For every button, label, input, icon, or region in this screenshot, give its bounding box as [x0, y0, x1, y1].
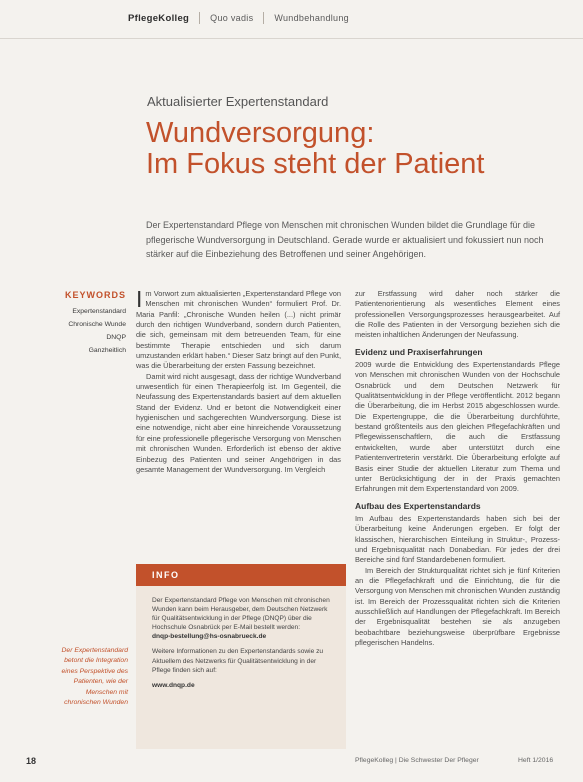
drop-cap: I — [136, 286, 143, 312]
body-paragraph: 2009 wurde die Entwicklung des Expertenstandards Pflege von Menschen mit chronischen Wunden von der Hochschule Osnabrück und dem Deutschen Netzwerk für Qualitätsentwicklung in der Pflege veröffentlicht. 2012 begann die Überarbeitung, die im Herbst 2015 abgeschlossen wurde. Die Expertengruppe, die die Überarbeitung durchführte, bestand größtenteils aus den gleichen Pflegefachkräften und Pflegewissenschaftlern, die auch die Erstfassung entwickelten, wurde aber unterstützt durch eine Patientenvertreterin verstärkt. Die Überarbeitung erfolgte auf Basis einer Studie der aktuellen Literatur zum Thema und unter Berücksichtigung der in der Praxis gemachten Erfahrungen mit dem Expertenstandard von 2009. — [355, 360, 560, 494]
page-number: 18 — [26, 756, 37, 766]
subheading-evidence: Evidenz und Praxiserfahrungen — [355, 346, 483, 357]
keywords-box — [56, 290, 126, 357]
header-separator — [199, 12, 200, 24]
info-url-link[interactable]: www.dnqp.de — [152, 681, 195, 689]
body-column-2 — [355, 289, 560, 648]
footer-journal: PflegeKolleg | Die Schwester Der Pfleger — [355, 757, 479, 764]
keywords-heading: KEYWORDS — [64, 290, 126, 300]
keyword-item: DNQP — [106, 334, 126, 341]
body-column-1 — [136, 286, 341, 475]
running-header — [128, 6, 349, 30]
body-paragraph — [136, 286, 341, 372]
keyword-item: Ganzheitlich — [88, 347, 126, 354]
body-paragraph: Im Bereich der Strukturqualität richtet sich je fünf Kriterien an die Pflegefachkraft und die Einrichtung, die für die Versorgung von Menschen mit chronischen Wunden zuständig ist. Im Bereich der Prozessqualität richten sich die Kriterien ausschließlich auf Handlungen der Pflegefachkraft. Im Bereich der Ergebnisqualität bestehen sie als anzugeben beobachtbare beziehungsweise überprüfbare Ergebnisse pflegerischen Handelns. — [355, 565, 560, 647]
header-topic: Wundbehandlung — [274, 13, 349, 23]
image-caption: Der Expertenstandard betont die Integration eines Perspektive des Patienten, wie der Menschen mit chronischen Wunden — [61, 647, 128, 707]
article-overline: Aktualisierter Expertenstandard — [147, 94, 329, 109]
page-header — [0, 0, 583, 39]
info-paragraph: Der Expertenstandard Pflege von Menschen mit chronischen Wunden kann beim Herausgeber, dem Deutschen Netzwerk für Qualitätsentwicklung in der Pflege (DNQP) über die Hochschule Osnabrück per E-Mail bestellt werden: — [152, 597, 330, 632]
header-brand: PflegeKolleg — [128, 12, 190, 24]
body-paragraph: Damit wird nicht ausgesagt, dass der richtige Wundverband unwesentlich für einen Therapieerfolg ist. Im Gegenteil, die Neufassung des Expertenstandards basiert auf dem aktuellen Stand der Evidenz. Und er betont die Notwendigkeit einer hygienischen und sachgerechten Wundversorgung. Diese ist eine notwendige, nicht aber eine hinreichende Voraussetzung für eine professionelle pflegerische Versorgung von Menschen mit chronischen Wunden. Erforderlich ist ebenso der aktive Einbezug des Patienten und seiner Angehörigen in das gesamte Management der Wundversorgung. Im Vergleich — [136, 371, 341, 474]
body-paragraph: zur Erstfassung wird daher noch stärker die Patientenorientierung als wesentliches Element eines professionellen Versorgungsprozesses herausgearbeitet. Auf die Rolle des Patienten in der Versorgung beziehen sich die meisten inhaltlichen Änderungen der Neufassung. — [355, 289, 560, 340]
keyword-item: Chronische Wunde — [68, 321, 126, 328]
article-lead: Der Expertenstandard Pflege von Menschen mit chronischen Wunden bildet die Grundlage für die pflegerische Wundversorgung in Deutschland. Gerade wurde er aktualisiert und fokussiert nun noch stärker auf die Einbeziehung des Betroffenen und seiner Angehörigen. — [146, 220, 544, 259]
info-heading: INFO — [136, 564, 346, 586]
info-text — [152, 596, 336, 641]
page-footer — [0, 740, 583, 782]
keyword-item: Expertenstandard — [72, 308, 126, 315]
title-line-2: Im Fokus steht der Patient — [146, 148, 485, 180]
title-line-1: Wundversorgung: — [146, 117, 375, 149]
body-paragraph: Im Aufbau des Expertenstandards haben sich bei der Überarbeitung keine Änderungen ergeben. Er folgt der klassischen, hierarchischen Einteilung in Struktur-, Prozess- und Ergebnisqualität nach Donabedian. Für jedes der drei Bereiche sind fünf Standardebenen formuliert. — [355, 513, 560, 565]
article-title — [146, 118, 566, 180]
footer-issue: Heft 1/2016 — [518, 757, 554, 764]
info-paragraph: Weitere Informationen zu den Expertenstandards sowie zu Aktuellem des Netzwerks für Qualitätsentwicklung in der Pflege finden sich auf: — [152, 648, 324, 674]
info-box — [136, 564, 346, 749]
info-body — [136, 586, 346, 690]
subheading-structure: Aufbau des Expertenstandards — [355, 500, 481, 511]
info-email-link[interactable]: dnqp-bestellung@hs-osnabrueck.de — [152, 633, 267, 641]
header-section: Quo vadis — [210, 13, 254, 23]
paragraph-text: m Vorwort zum aktualisierten „Expertenstandard Pflege von Menschen mit chronischen Wunden“ formuliert Prof. Dr. Maria Panfil: „Chronische Wunden heilen (...) nicht primär durch den richtigen Wundverband, sondern durch Patienten, die sich, gemeinsam mit dem betreuenden Team, für eine bestimmte Therapie entschieden und sich darum umzustanden erklärt haben.“ Dieser Satz bringt auf den Punkt, was die Überarbeitung der ersten Fassung bezeichnet. — [136, 289, 341, 371]
header-separator — [263, 12, 264, 24]
